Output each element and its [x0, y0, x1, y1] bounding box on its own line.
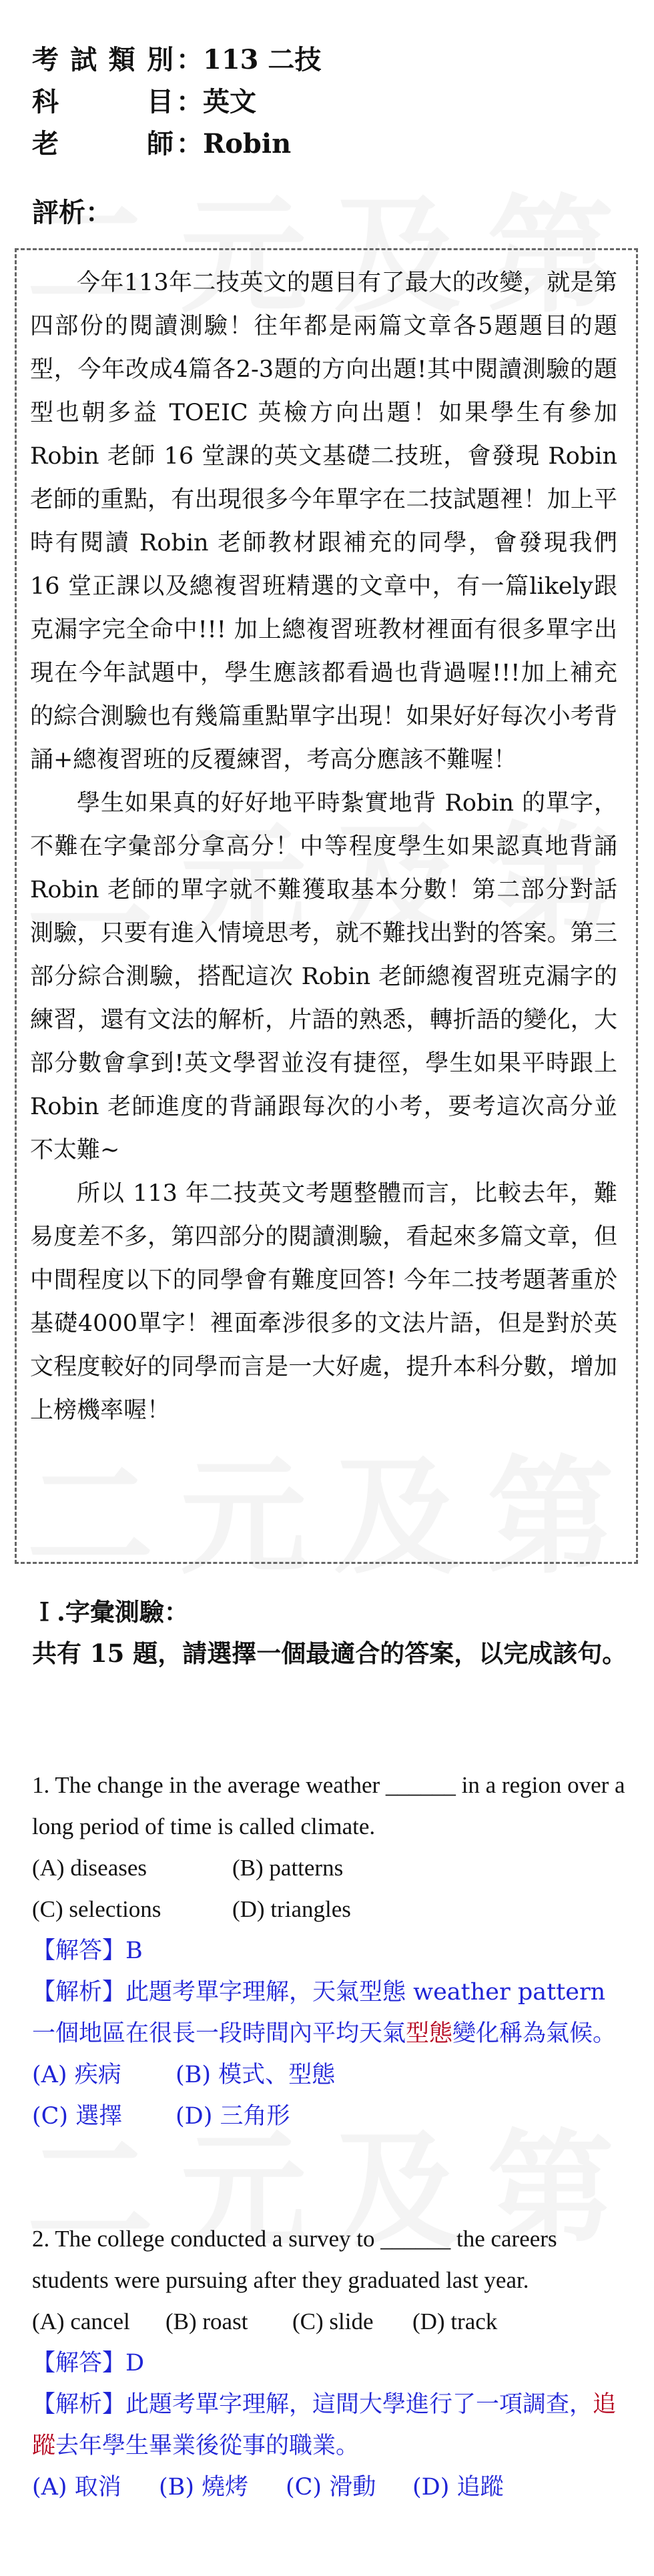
option-d: (D) triangles [232, 1896, 351, 1922]
analysis-text [30, 262, 617, 1432]
section-instruction: 共有 15 題，請選擇一個最適合的答案，以完成該句。 [32, 1639, 627, 1668]
header-value-teacher: ：Robin [176, 128, 292, 159]
option-d: (D) track [412, 2308, 498, 2334]
header-row-teacher: 老 師 ：Robin [32, 123, 321, 165]
analysis-paragraph: 今年113年二技英文的題目有了最大的改變，就是第四部份的閱讀測驗！往年都是兩篇文章各5題題目的題型，今年改成4篇各2-3題的方向出題!其中閱讀測驗的題型也朝多益 TOEIC 英檢方向出題！如果學生有參加 Robin 老師 16 堂課的英文基礎二技班，會發現 Robin 老師的重點，有出現很多今年單字在二技試題裡！加上平時有閱讀 Robin 老師教材跟補充的同學，會發現我們 16 堂正課以及總複習班精選的文章中，有一篇likely跟克漏字完全命中!!! 加上總複習班教材裡面有很多單字出現在今年試題中，學生應該都看過也背過喔!!!加上補充的綜合測驗也有幾篇重點單字出現！如果好好每次小考背誦+總複習班的反覆練習，考高分應該不難喔！ [30, 270, 617, 773]
header-row-category: 考 試 類 別 ：113 二技 [32, 39, 321, 81]
option-b: (B) roast [166, 2308, 248, 2334]
option-a: (A) diseases [32, 1855, 147, 1881]
translated-options-row: (A) 疾病 (B) 模式、型態 [32, 2062, 336, 2088]
highlight-term: 型態 [406, 2020, 453, 2047]
explanation: 【解析】此題考單字理解，天氣型態 weather pattern 一個地區在很長一段時間內平均天氣型態變化稱為氣候。 [32, 1979, 617, 2047]
section-header [32, 1591, 633, 1674]
analysis-paragraph: 所以 113 年二技英文考題整體而言，比較去年，難易度差不多，第四部分的閱讀測驗，看起來多篇文章，但中間程度以下的同學會有難度回答! 今年二技考題著重於基礎4000單字！裡面牽涉很多的文法片語，但是對於英文程度較好的同學而言是一大好處，提升本科分數，增加上榜機率喔！ [30, 1180, 617, 1424]
highlight-term: 追蹤 [32, 2391, 617, 2459]
options-row [32, 1847, 633, 1889]
question-1 [32, 1765, 633, 2137]
header-row-subject: 科 目 ：英文 [32, 81, 321, 123]
explanation: 【解析】此題考單字理解，這間大學進行了一項調查，追蹤去年學生畢業後從事的職業。 [32, 2391, 617, 2459]
options-row [32, 1889, 633, 1930]
options-row [32, 2301, 633, 2342]
option-b: (B) patterns [232, 1855, 344, 1881]
option-c: (C) selections [32, 1896, 161, 1922]
exam-header [32, 39, 321, 165]
option-c: (C) slide [292, 2308, 374, 2334]
question-2 [32, 2218, 633, 2508]
option-a: (A) cancel [32, 2308, 130, 2334]
question-stem: 1. The change in the average weather ______ in a region over a long period of time is called climate. [32, 1772, 625, 1839]
header-value-category: ：113 二技 [176, 44, 322, 75]
answer-line: 【解答】D [32, 2350, 145, 2377]
question-stem: 2. The college conducted a survey to ______ the careers students were pursuing after they graduated last year. [32, 2226, 557, 2293]
analysis-heading: 評析： [32, 197, 112, 228]
translated-options-row: (A) 取消 (B) 燒烤 (C) 滑動 (D) 追蹤 [32, 2474, 504, 2501]
translated-options-row: (C) 選擇 (D) 三角形 [32, 2103, 290, 2130]
section-title: Ｉ.字彙測驗： [32, 1597, 189, 1627]
analysis-paragraph: 學生如果真的好好地平時紮實地背 Robin 的單字，不難在字彙部分拿高分！中等程度學生如果認真地背誦 Robin 老師的單字就不難獲取基本分數！第二部分對話測驗，只要有進入情境思考，就不難找出對的答案。第三部分綜合測驗，搭配這次 Robin 老師總複習班克漏字的練習，還有文法的解析，片語的熟悉，轉折語的變化，大部分數會拿到!英文學習並沒有捷徑，學生如果平時跟上 Robin 老師進度的背誦跟每次的小考，要考這次高分並不太難~ [30, 790, 617, 1164]
answer-line: 【解答】B [32, 1938, 143, 1964]
header-value-subject: ：英文 [176, 86, 256, 117]
